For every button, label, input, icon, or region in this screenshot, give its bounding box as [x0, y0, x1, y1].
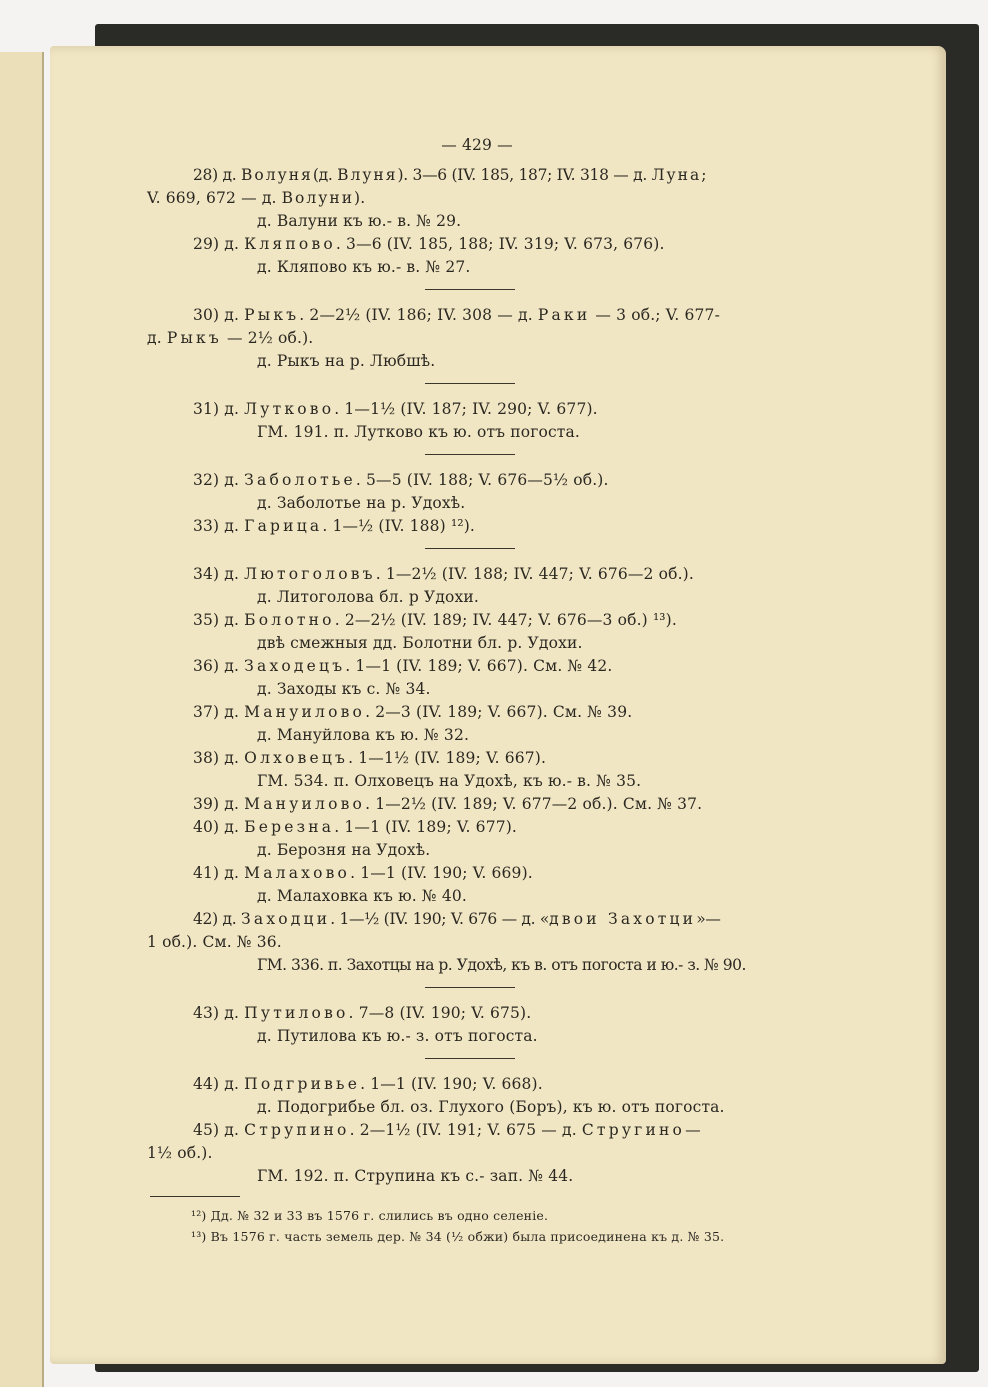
entry-33: 33) д. Гарица. 1—½ (IV. 188) ¹²).	[193, 517, 475, 535]
section-divider	[425, 1058, 515, 1059]
entry-32: 32) д. Заболотье. 5—5 (IV. 188; V. 676—5½ об.). д. Заболотье на р. Удохѣ.	[193, 471, 609, 512]
entry-37: 37) д. Мануилово. 2—3 (IV. 189; V. 667). См. № 39. д. Мануйлова къ ю. № 32.	[193, 703, 633, 744]
footnote-13: ¹³) Въ 1576 г. часть земель дер. № 34 (½ обжи) была присоединена къ д. № 35.	[191, 1229, 725, 1244]
entry-44: 44) д. Подгривье. 1—1 (IV. 190; V. 668). д. Подогрибье бл. оз. Глухого (Боръ), къ ю. отъ погоста.	[193, 1075, 725, 1116]
book-page	[50, 46, 946, 1364]
page-number: — 429 —	[441, 136, 513, 154]
entry-39: 39) д. Мануилово. 1—2½ (IV. 189; V. 677—2 об.). См. № 37.	[193, 795, 703, 813]
section-divider	[425, 454, 515, 455]
entry-28: 28) д. Волуня(д. Влуня). 3—6 (IV. 185, 187; IV. 318 — д. Луна; V. 669, 672 — д. Волуни). д. Валуни къ ю.- в. № 29.	[147, 166, 707, 230]
entry-45: 45) д. Струпино. 2—1½ (IV. 191; V. 675 — д. Стругино— 1½ об.). ГМ. 192. п. Струпина къ с.- зап. № 44.	[147, 1121, 701, 1185]
entry-34: 34) д. Лютоголовъ. 1—2½ (IV. 188; IV. 447; V. 676—2 об.). д. Литоголова бл. р Удохи.	[193, 565, 694, 606]
entry-43: 43) д. Путилово. 7—8 (IV. 190; V. 675). д. Путилова къ ю.- з. отъ погоста.	[193, 1004, 538, 1045]
entry-42: 42) д. Заходци. 1—½ (IV. 190; V. 676 — д. «двои Захотци»— 1 об.). См. № 36. ГМ. 336. п. Захотцы на р. Удохѣ, къ в. отъ погоста и ю.- з. № 90.	[147, 910, 746, 974]
section-divider	[425, 289, 515, 290]
entry-30: 30) д. Рыкъ. 2—2½ (IV. 186; IV. 308 — д. Раки — 3 об.; V. 677- д. Рыкъ — 2½ об.). д. Рыкъ на р. Любшѣ.	[147, 306, 720, 370]
section-divider	[425, 548, 515, 549]
entry-35: 35) д. Болотно. 2—2½ (IV. 189; IV. 447; V. 676—3 об.) ¹³). двѣ смежныя дд. Болотни бл. р. Удохи.	[193, 611, 677, 652]
entry-31: 31) д. Лутково. 1—1½ (IV. 187; IV. 290; V. 677). ГМ. 191. п. Лутково къ ю. отъ погоста.	[193, 400, 598, 441]
entry-41: 41) д. Малахово. 1—1 (IV. 190; V. 669). д. Малаховка къ ю. № 40.	[193, 864, 533, 905]
page-content	[147, 134, 807, 1247]
section-divider	[425, 987, 515, 988]
section-divider	[425, 383, 515, 384]
entry-38: 38) д. Олховецъ. 1—1½ (IV. 189; V. 667). ГМ. 534. п. Олховецъ на Удохѣ, къ ю.- в. № 35.	[193, 749, 642, 790]
entry-40: 40) д. Березна. 1—1 (IV. 189; V. 677). д. Берозня на Удохѣ.	[193, 818, 517, 859]
footnote-rule	[150, 1196, 240, 1197]
entry-29: 29) д. Кляпово. 3—6 (IV. 185, 188; IV. 319; V. 673, 676). д. Кляпово къ ю.- в. № 27.	[193, 235, 665, 276]
footnote-12: ¹²) Дд. № 32 и 33 въ 1576 г. слились въ одно селеніе.	[191, 1208, 549, 1223]
left-page-edge	[0, 52, 44, 1387]
entry-36: 36) д. Заходецъ. 1—1 (IV. 189; V. 667). См. № 42. д. Заходы къ с. № 34.	[193, 657, 613, 698]
